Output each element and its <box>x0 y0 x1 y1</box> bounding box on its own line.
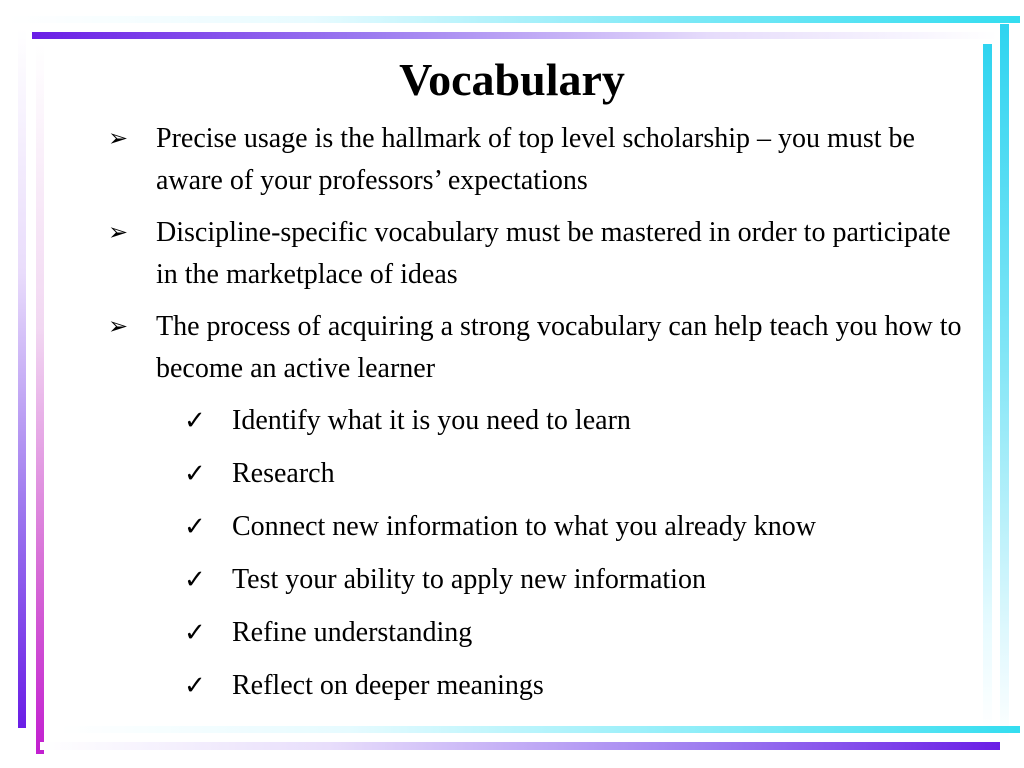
right-inner-border-bar <box>983 44 992 730</box>
sub-bullet-item <box>104 400 964 442</box>
sub-bullet-text: Reflect on deeper meanings <box>232 670 544 701</box>
sub-bullet-text: Refine understanding <box>232 617 473 648</box>
checkmark-icon: ✓ <box>184 565 206 594</box>
bullet-item <box>104 212 964 296</box>
checkmark-icon: ✓ <box>184 671 206 700</box>
sub-bullet-text: Identify what it is you need to learn <box>232 405 631 436</box>
checkmark-icon: ✓ <box>184 459 206 488</box>
sub-bullet-item <box>104 612 964 654</box>
checkmark-icon: ✓ <box>184 618 206 647</box>
top-outer-border-bar <box>8 16 1020 23</box>
sub-bullet-item <box>104 665 964 707</box>
bullet-item <box>104 118 964 202</box>
sub-bullet-item <box>104 453 964 495</box>
arrow-bullet-icon: ➢ <box>108 126 129 152</box>
arrow-bullet-icon: ➢ <box>108 314 129 340</box>
bullet-text: The process of acquiring a strong vocabulary can help teach you how to become an active learner <box>156 311 962 384</box>
bullet-text: Discipline-specific vocabulary must be mastered in order to participate in the marketplace of ideas <box>156 217 951 290</box>
sub-bullet-text: Research <box>232 458 335 489</box>
checkmark-icon: ✓ <box>184 406 206 435</box>
sub-bullet-item <box>104 506 964 548</box>
right-outer-border-bar <box>1000 24 1009 742</box>
bottom-inner-border-bar <box>60 726 1020 733</box>
sub-bullet-item <box>104 559 964 601</box>
bullet-item <box>104 306 964 390</box>
bullet-list <box>104 118 964 718</box>
arrow-bullet-icon: ➢ <box>108 220 129 246</box>
left-inner-border-bar <box>36 44 44 754</box>
sub-bullet-text: Test your ability to apply new information <box>232 564 706 595</box>
bottom-outer-border-bar <box>40 742 1000 750</box>
checkmark-icon: ✓ <box>184 512 206 541</box>
slide-title: Vocabulary <box>399 54 625 105</box>
top-inner-border-bar <box>32 32 998 39</box>
sub-bullet-text: Connect new information to what you already know <box>232 511 816 542</box>
bullet-text: Precise usage is the hallmark of top level scholarship – you must be aware of your professors’ expectations <box>156 123 915 196</box>
left-outer-border-bar <box>18 28 26 728</box>
